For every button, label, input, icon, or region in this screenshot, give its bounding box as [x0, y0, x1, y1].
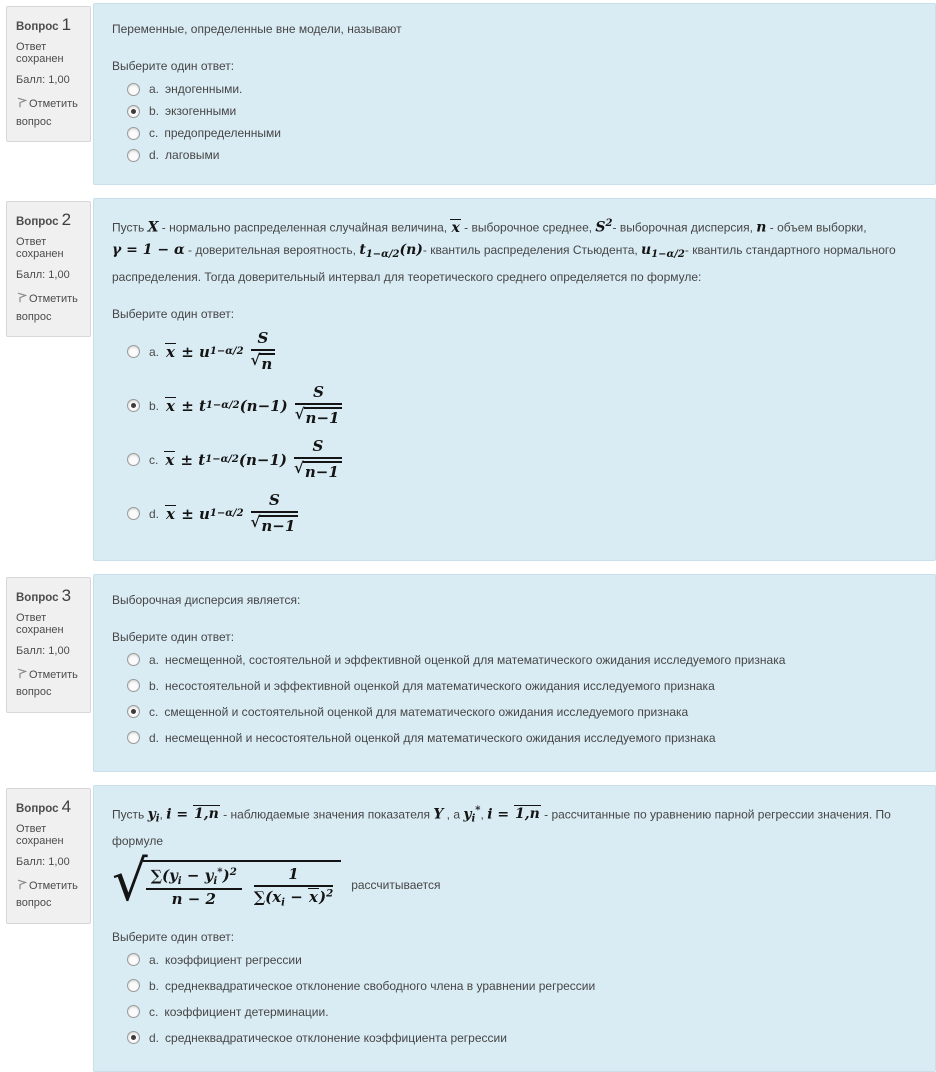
- option-formula: x ± u 1−α/2 S √ n−1: [165, 492, 300, 535]
- question-content: [93, 574, 936, 772]
- option-formula: x ± t 1−α/2 (n−1) S √ n−1: [164, 438, 343, 481]
- radio-button[interactable]: [127, 731, 140, 744]
- answer-option[interactable]: c. коэффициент детерминации.: [112, 1005, 917, 1019]
- flag-question-link[interactable]: Отметить вопрос: [16, 879, 78, 910]
- answer-option[interactable]: b. x ± t 1−α/2 (n−1) S √ n−1: [112, 384, 917, 428]
- option-text: эндогенными.: [165, 82, 243, 96]
- flag-icon: [16, 879, 27, 890]
- option-text: коэффициент регрессии: [165, 952, 302, 967]
- answer-option[interactable]: a. коэффициент регрессии: [112, 953, 917, 967]
- question-info-panel: [6, 788, 91, 924]
- question-info-panel: [6, 201, 91, 337]
- question-text: Пусть $y_i$, i = 1,n - наблюдаемые значения показателя Y , а $y_i^*$, i = 1,n - рассчитанные по уравнению парной регрессии значения. По формуле: [112, 804, 891, 849]
- answer-option[interactable]: d. несмещенной и несостоятельной оценкой для математического ожидания исследуемого признака: [112, 731, 917, 745]
- radio-button[interactable]: [127, 953, 140, 966]
- answer-option[interactable]: a. x ± u 1−α/2 S √ n: [112, 330, 917, 374]
- answer-option[interactable]: b. несостоятельной и эффективной оценкой для математического ожидания исследуемого признака: [112, 679, 917, 693]
- radio-button[interactable]: [127, 345, 140, 358]
- question-formula: √ $\frac{\sum(y_i - y_i^*)^2}{n - 2}$ $\frac{1}{\sum(x_i - x)^2}$ рассчитывается: [112, 849, 441, 915]
- question-content: [93, 198, 936, 561]
- answer-option[interactable]: d. лаговыми: [112, 148, 917, 162]
- radio-button[interactable]: [127, 127, 140, 140]
- answer-option[interactable]: d. среднеквадратическое отклонение коэффициента регрессии: [112, 1031, 917, 1045]
- option-text: среднеквадратическое отклонение свободного члена в уравнении регрессии: [165, 978, 596, 993]
- answer-saved-status: Ответ сохранен: [16, 822, 64, 847]
- question-number: Вопрос 1: [16, 15, 72, 34]
- choose-prompt: Выберите один ответ:: [112, 306, 235, 321]
- grade-label: Балл: 1,00: [16, 74, 70, 86]
- flag-question-link[interactable]: Отметить вопрос: [16, 668, 78, 699]
- question-text: Выборочная дисперсия является:: [112, 592, 301, 607]
- question-text: Пусть X - нормально распределенная случайная величина, x - выборочное среднее, $S^2-$ выборочная дисперсия, n - объем выборки, γ = 1 − α - доверительная вероятность, $t_{1-\alpha/2}(n)-$ квантиль распределения Стьюдента, $u_{1-\alpha/2}-$ квантиль стандартного нормального распределения. Тогда доверительный интервал для теоретического среднего определяется по формуле:: [112, 218, 896, 284]
- answer-option[interactable]: c. смещенной и состоятельной оценкой для математического ожидания исследуемого признака: [112, 705, 917, 719]
- question-text: Переменные, определенные вне модели, называют: [112, 22, 402, 36]
- question-number: Вопрос 3: [16, 585, 72, 605]
- question-block-3: [0, 574, 936, 772]
- grade-label: Балл: 1,00: [16, 644, 70, 657]
- answer-saved-status: Ответ сохранен: [16, 611, 64, 636]
- radio-button[interactable]: [127, 1005, 140, 1018]
- answer-option[interactable]: a. несмещенной, состоятельной и эффективной оценкой для математического ожидания исследуемого признака: [112, 653, 917, 667]
- flag-icon: [16, 668, 27, 679]
- radio-button[interactable]: [127, 105, 140, 118]
- answer-option[interactable]: a. эндогенными.: [112, 82, 917, 96]
- radio-button[interactable]: [127, 679, 140, 692]
- option-text: несмещенной и несостоятельной оценкой для математического ожидания исследуемого признака: [165, 730, 716, 745]
- flag-icon: [16, 292, 27, 303]
- answer-saved-status: Ответ сохранен: [16, 236, 64, 260]
- question-block-1: [0, 3, 936, 185]
- choose-prompt: Выберите один ответ:: [112, 629, 235, 644]
- grade-label: Балл: 1,00: [16, 269, 70, 281]
- option-text: экзогенными: [165, 104, 237, 118]
- choose-prompt: Выберите один ответ:: [112, 929, 235, 944]
- formula-suffix: рассчитывается: [351, 878, 441, 893]
- answer-saved-status: Ответ сохранен: [16, 41, 64, 65]
- flag-icon: [16, 97, 27, 108]
- choose-prompt: Выберите один ответ:: [112, 59, 235, 73]
- radio-button[interactable]: [127, 507, 140, 520]
- question-block-4: [0, 785, 936, 1072]
- radio-button[interactable]: [127, 653, 140, 666]
- radio-button[interactable]: [127, 705, 140, 718]
- answer-option[interactable]: c. предопределенными: [112, 126, 917, 140]
- question-number: Вопрос 4: [16, 796, 72, 816]
- flag-question-link[interactable]: Отметить вопрос: [16, 293, 78, 323]
- radio-button[interactable]: [127, 453, 140, 466]
- radio-button[interactable]: [127, 1031, 140, 1044]
- option-text: коэффициент детерминации.: [164, 1004, 329, 1019]
- answer-option[interactable]: b. экзогенными: [112, 104, 917, 118]
- question-info-panel: [6, 577, 91, 713]
- answer-option[interactable]: b. среднеквадратическое отклонение свободного члена в уравнении регрессии: [112, 979, 917, 993]
- option-text: предопределенными: [164, 126, 281, 140]
- option-text: несмещенной, состоятельной и эффективной оценкой для математического ожидания исследуемого признака: [165, 652, 786, 667]
- question-number: Вопрос 2: [16, 210, 72, 229]
- option-formula: x ± t 1−α/2 (n−1) S √ n−1: [165, 384, 344, 427]
- radio-button[interactable]: [127, 399, 140, 412]
- option-text: лаговыми: [165, 148, 220, 162]
- option-text: несостоятельной и эффективной оценкой для математического ожидания исследуемого признака: [165, 678, 715, 693]
- radio-button[interactable]: [127, 979, 140, 992]
- question-info-panel: [6, 6, 91, 142]
- option-formula: x ± u 1−α/2 S √ n: [165, 330, 277, 373]
- option-text: смещенной и состоятельной оценкой для математического ожидания исследуемого признака: [164, 704, 689, 719]
- question-content: [93, 3, 936, 185]
- question-content: [93, 785, 936, 1072]
- radio-button[interactable]: [127, 83, 140, 96]
- flag-question-link[interactable]: Отметить вопрос: [16, 98, 78, 128]
- answer-option[interactable]: d. x ± u 1−α/2 S √ n−1: [112, 492, 917, 536]
- answer-option[interactable]: c. x ± t 1−α/2 (n−1) S √ n−1: [112, 438, 917, 482]
- question-block-2: [0, 198, 936, 561]
- radio-button[interactable]: [127, 149, 140, 162]
- grade-label: Балл: 1,00: [16, 855, 70, 868]
- option-text: среднеквадратическое отклонение коэффициента регрессии: [165, 1030, 507, 1045]
